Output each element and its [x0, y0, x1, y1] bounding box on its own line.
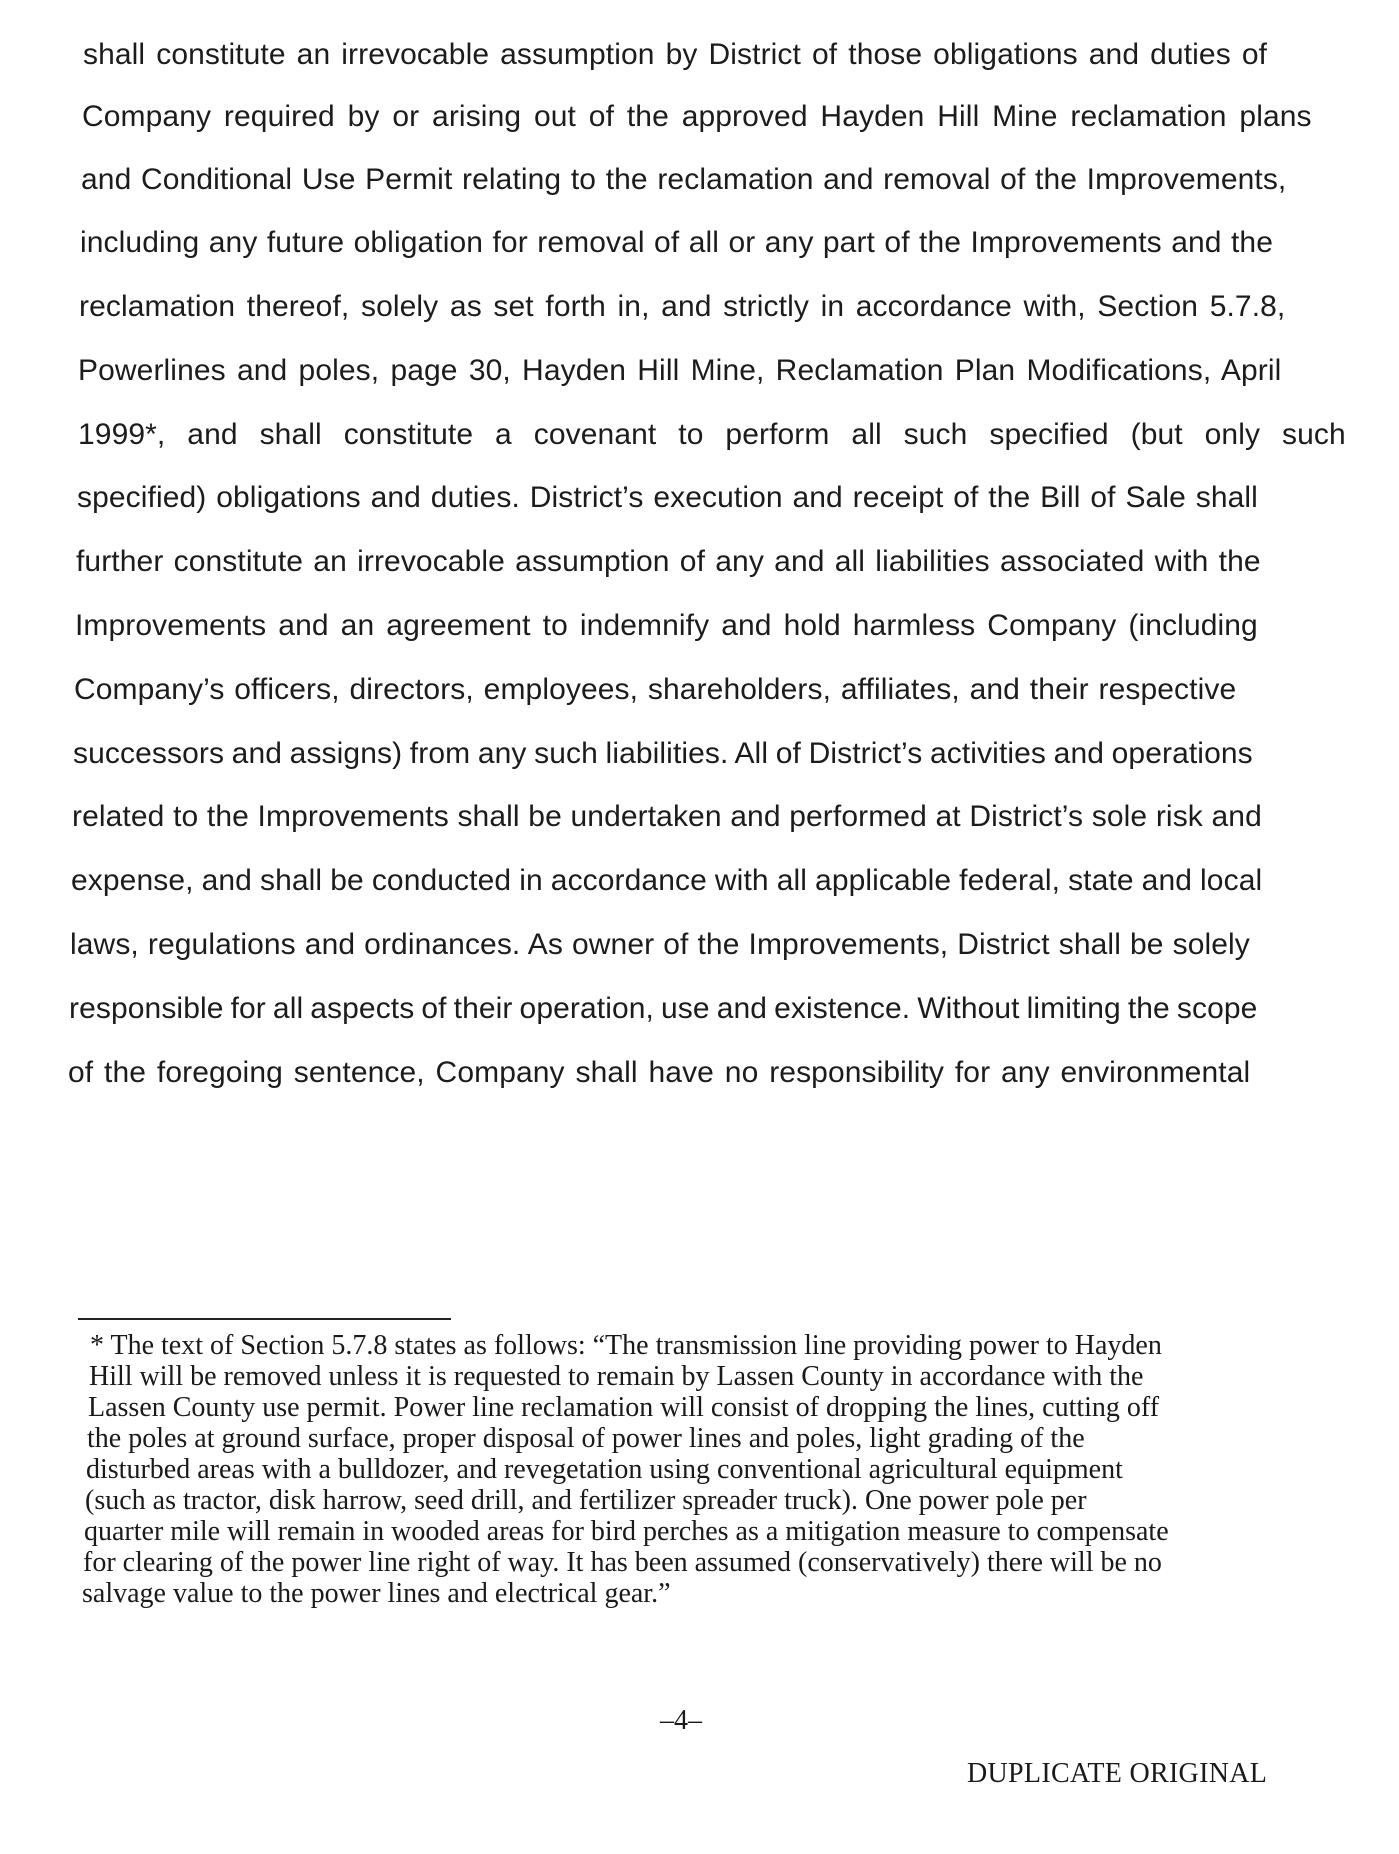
footnote-line: quarter mile will remain in wooded areas for bird perches as a mitigation measure to compensate: [84, 1516, 1169, 1547]
footnote-line: (such as tractor, disk harrow, seed drill, and fertilizer spreader truck). One power pole per: [85, 1485, 1087, 1516]
body-line: shall constitute an irrevocable assumption by District of those obligations and duties of: [83, 38, 1268, 71]
page-number: –4–: [660, 1705, 702, 1736]
body-line: 1999*, and shall constitute a covenant to perform all such specified (but only such: [78, 418, 1346, 451]
body-line: Powerlines and poles, page 30, Hayden Hill Mine, Reclamation Plan Modifications, April: [78, 354, 1282, 387]
body-line: Company’s officers, directors, employees, shareholders, affiliates, and their respective: [74, 673, 1237, 706]
body-line: expense, and shall be conducted in accordance with all applicable federal, state and local: [71, 864, 1263, 897]
footnote-line: Lassen County use permit. Power line reclamation will consist of dropping the lines, cutting off: [88, 1392, 1160, 1423]
body-line: Company required by or arising out of the approved Hayden Hill Mine reclamation plans: [82, 100, 1312, 133]
footnote-line: Hill will be removed unless it is requested to remain by Lassen County in accordance with the: [89, 1361, 1144, 1392]
body-line: laws, regulations and ordinances. As owner of the Improvements, District shall be solely: [70, 928, 1250, 961]
body-line: successors and assigns) from any such liabilities. All of District’s activities and operations: [73, 737, 1253, 770]
footnote-separator: [78, 1318, 451, 1320]
body-line: of the foregoing sentence, Company shall have no responsibility for any environmental: [68, 1056, 1251, 1089]
footnote-line: disturbed areas with a bulldozer, and revegetation using conventional agricultural equipment: [86, 1454, 1123, 1485]
footnote-line: * The text of Section 5.7.8 states as follows: “The transmission line providing power to Hayden: [90, 1330, 1162, 1361]
footnote-line: for clearing of the power line right of way. It has been assumed (conservatively) there will be no: [83, 1547, 1162, 1578]
body-line: Improvements and an agreement to indemnify and hold harmless Company (including: [75, 609, 1258, 642]
body-line: specified) obligations and duties. District’s execution and receipt of the Bill of Sale shall: [77, 481, 1258, 514]
body-line: related to the Improvements shall be undertaken and performed at District’s sole risk and: [72, 800, 1262, 833]
body-line: reclamation thereof, solely as set forth in, and strictly in accordance with, Section 5.7.8,: [79, 290, 1286, 323]
body-line: and Conditional Use Permit relating to the reclamation and removal of the Improvements,: [81, 163, 1287, 196]
body-line: further constitute an irrevocable assumption of any and all liabilities associated with the: [76, 545, 1261, 578]
body-line: responsible for all aspects of their operation, use and existence. Without limiting the scope: [69, 992, 1258, 1025]
duplicate-original-stamp: DUPLICATE ORIGINAL: [967, 1758, 1268, 1789]
footnote-line: salvage value to the power lines and electrical gear.”: [82, 1578, 671, 1609]
footnote-line: the poles at ground surface, proper disposal of power lines and poles, light grading of the: [87, 1423, 1085, 1454]
body-line: including any future obligation for removal of all or any part of the Improvements and the: [80, 226, 1273, 259]
